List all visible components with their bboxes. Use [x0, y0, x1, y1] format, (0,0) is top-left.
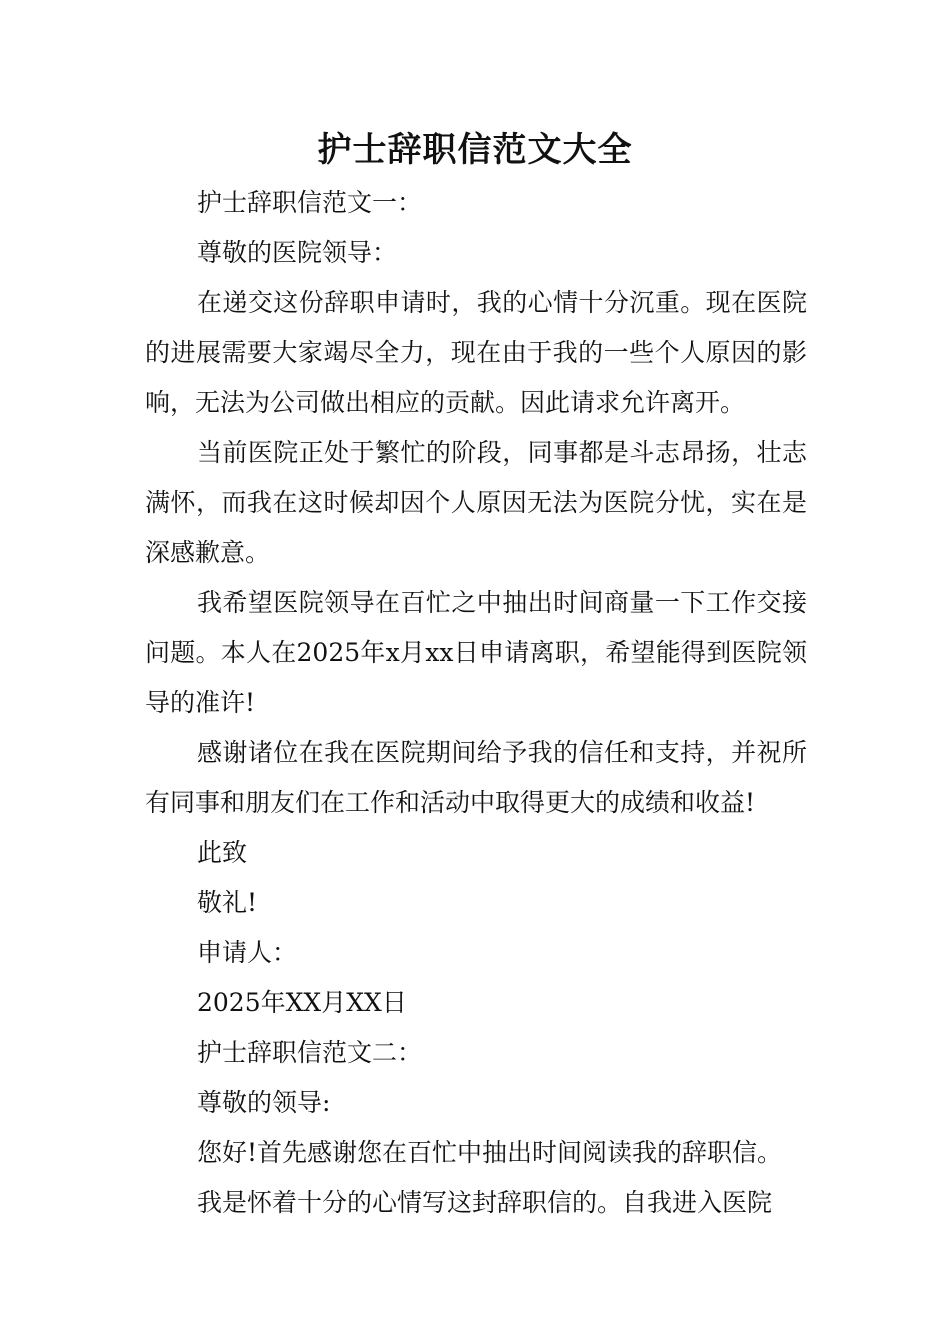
paragraph-body: 我希望医院领导在百忙之中抽出时间商量一下工作交接问题。本人在2025年x月xx日申请离职，希望能得到医院领导的准许!	[145, 588, 807, 717]
paragraph-regards: 敬礼!	[197, 888, 258, 917]
paragraph-salutation-hospital: 尊敬的医院领导：	[197, 238, 398, 267]
paragraph-salutation-leader: 尊敬的领导:	[197, 1088, 331, 1117]
paragraph-body: 感谢诸位在我在医院期间给予我的信任和支持，并祝所有同事和朋友们在工作和活动中取得更大的成绩和收益!	[145, 738, 807, 817]
paragraph-body: 当前医院正处于繁忙的阶段，同事都是斗志昂扬，壮志满怀，而我在这时候却因个人原因无法为医院分忧，实在是深感歉意。	[145, 438, 807, 567]
paragraph-closing: 此致	[197, 838, 248, 867]
paragraph-body: 您好!首先感谢您在百忙中抽出时间阅读我的辞职信。	[197, 1138, 783, 1167]
paragraph-body: 我是怀着十分的心情写这封辞职信的。自我进入医院	[197, 1188, 773, 1217]
paragraph-sample-one-heading: 护士辞职信范文一：	[197, 188, 423, 217]
paragraph-body: 在递交这份辞职申请时，我的心情十分沉重。现在医院的进展需要大家竭尽全力，现在由于我的一些个人原因的影响，无法为公司做出相应的贡献。因此请求允许离开。	[145, 288, 807, 417]
document-body	[145, 178, 807, 1228]
paragraph-applicant: 申请人：	[197, 938, 298, 967]
paragraph-date: 2025年XX月XX日	[197, 988, 407, 1017]
document-title: 护士辞职信范文大全	[317, 130, 633, 170]
paragraph-sample-two-heading: 护士辞职信范文二：	[197, 1038, 423, 1067]
